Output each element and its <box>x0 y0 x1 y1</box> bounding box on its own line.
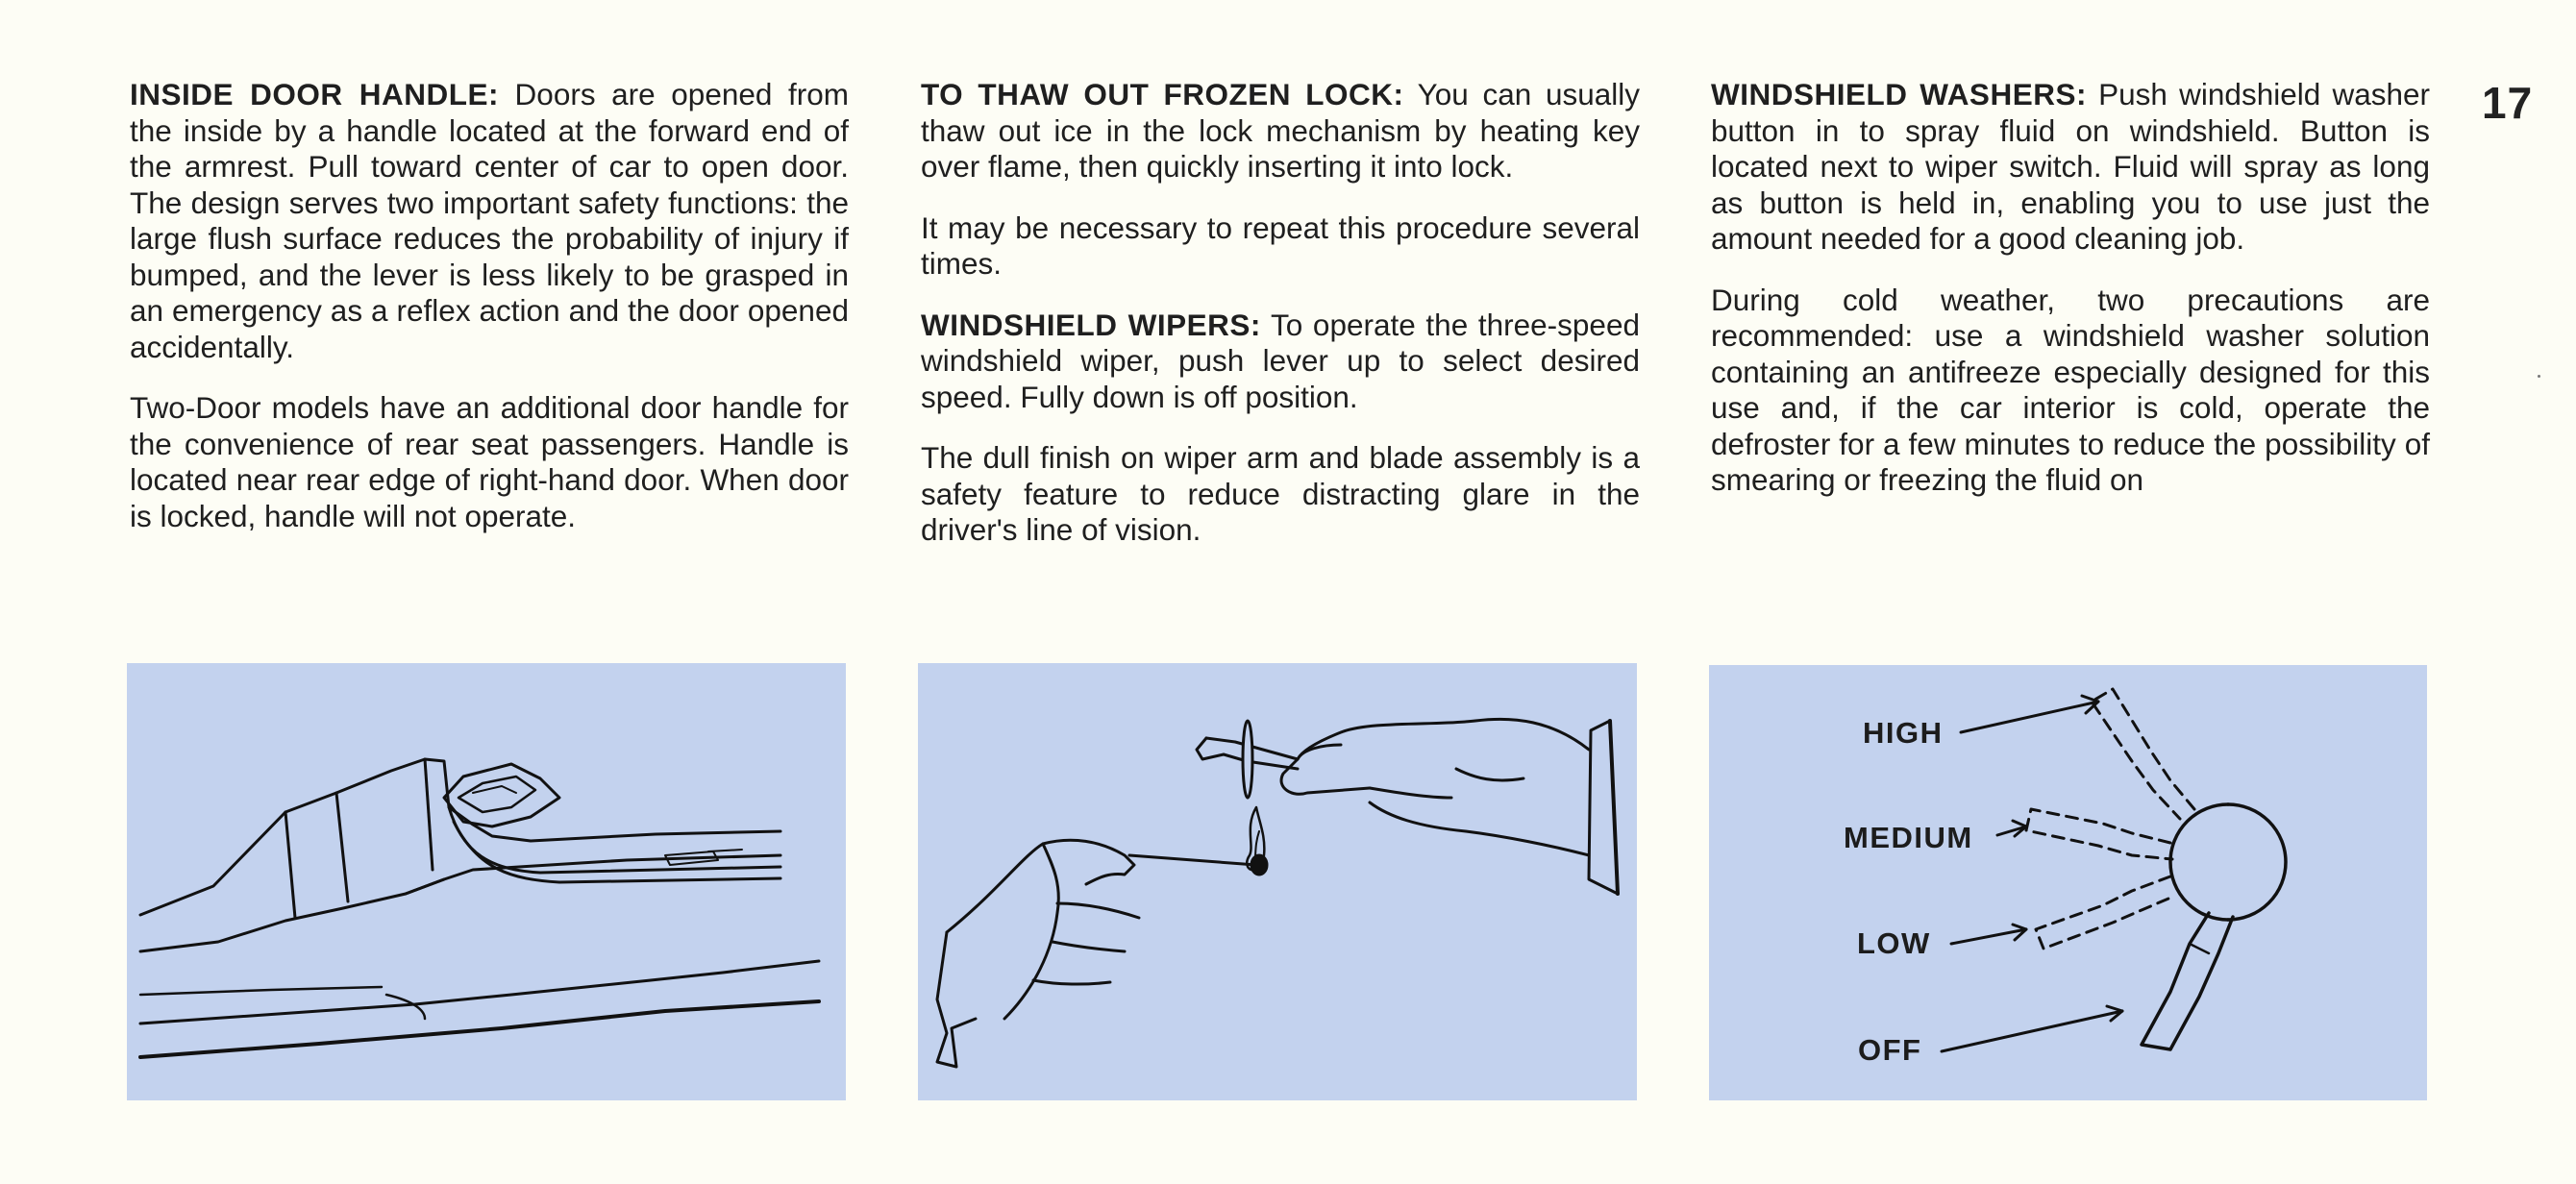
heading-windshield-washers: WINDSHIELD WASHERS: <box>1711 77 2087 111</box>
hands-key-match-drawing <box>918 663 1637 1100</box>
stray-mark <box>2538 375 2540 378</box>
body-text: During cold weather, two precautions are recommended: use a windshield washer solution containing an antifreeze especially designed for this use and, if the car interior is cold, operate the defroster for a few minutes to reduce the possibility of smearing or freezing the fluid on <box>1711 282 2430 497</box>
page-number: 17 <box>2482 78 2534 128</box>
paragraph-inside-door-handle <box>130 77 849 365</box>
paragraph-repeat-procedure <box>921 210 1640 283</box>
paragraph-windshield-washers <box>1711 77 2430 258</box>
heading-windshield-wipers: WINDSHIELD WIPERS: <box>921 307 1261 342</box>
armrest-drawing <box>127 663 846 1100</box>
illustration-wiper-lever <box>1709 665 2427 1100</box>
body-text: It may be necessary to repeat this procedure several times. <box>921 210 1640 281</box>
wiper-lever-drawing <box>1709 665 2427 1100</box>
label-high: HIGH <box>1863 716 1944 750</box>
column-windshield-washers <box>1711 77 2430 524</box>
paragraph-thaw-frozen-lock <box>921 77 1640 185</box>
paragraph-dull-finish <box>921 440 1640 549</box>
column-frozen-lock-wipers <box>921 77 1640 574</box>
label-low: LOW <box>1857 926 1931 960</box>
body-text: You can usually thaw out ice in the lock mechanism by heating key over flame, then quickly inserting it into lock. <box>921 77 1641 184</box>
heading-thaw-frozen-lock: TO THAW OUT FROZEN LOCK: <box>921 77 1404 111</box>
illustration-door-handle <box>127 663 846 1100</box>
illustration-thaw-lock <box>918 663 1637 1100</box>
heading-inside-door-handle: INSIDE DOOR HANDLE: <box>130 77 499 111</box>
column-inside-door-handle <box>130 77 849 559</box>
label-medium: MEDIUM <box>1844 821 1973 854</box>
body-text: Doors are opened from the inside by a handle located at the forward end of the armrest. Pull toward center of car to open door. The design serves two important safety functions: the large flush surface reduces the probability of injury if bumped, and the lever is less likely to be grasped in an emergency as a reflex action and the door opened accidentally. <box>130 77 849 364</box>
body-text: Two-Door models have an additional door handle for the convenience of rear seat passengers. Handle is located near rear edge of right-hand door. When door is locked, handle will not operate. <box>130 390 849 533</box>
paragraph-windshield-wipers <box>921 308 1640 416</box>
label-off: OFF <box>1858 1033 1922 1067</box>
body-text: To operate the three-speed windshield wiper, push lever up to select desired speed. Fully down is off position. <box>921 307 1640 414</box>
paragraph-two-door-models <box>130 390 849 534</box>
paragraph-cold-weather <box>1711 283 2430 499</box>
body-text: Push windshield washer button in to spray fluid on windshield. Button is located next to wiper switch. Fluid will spray as long as button is held in, enabling you to use just the amount needed for a good cleaning job. <box>1711 77 2430 256</box>
body-text: The dull finish on wiper arm and blade assembly is a safety feature to reduce distracting glare in the driver's line of vision. <box>921 440 1640 547</box>
